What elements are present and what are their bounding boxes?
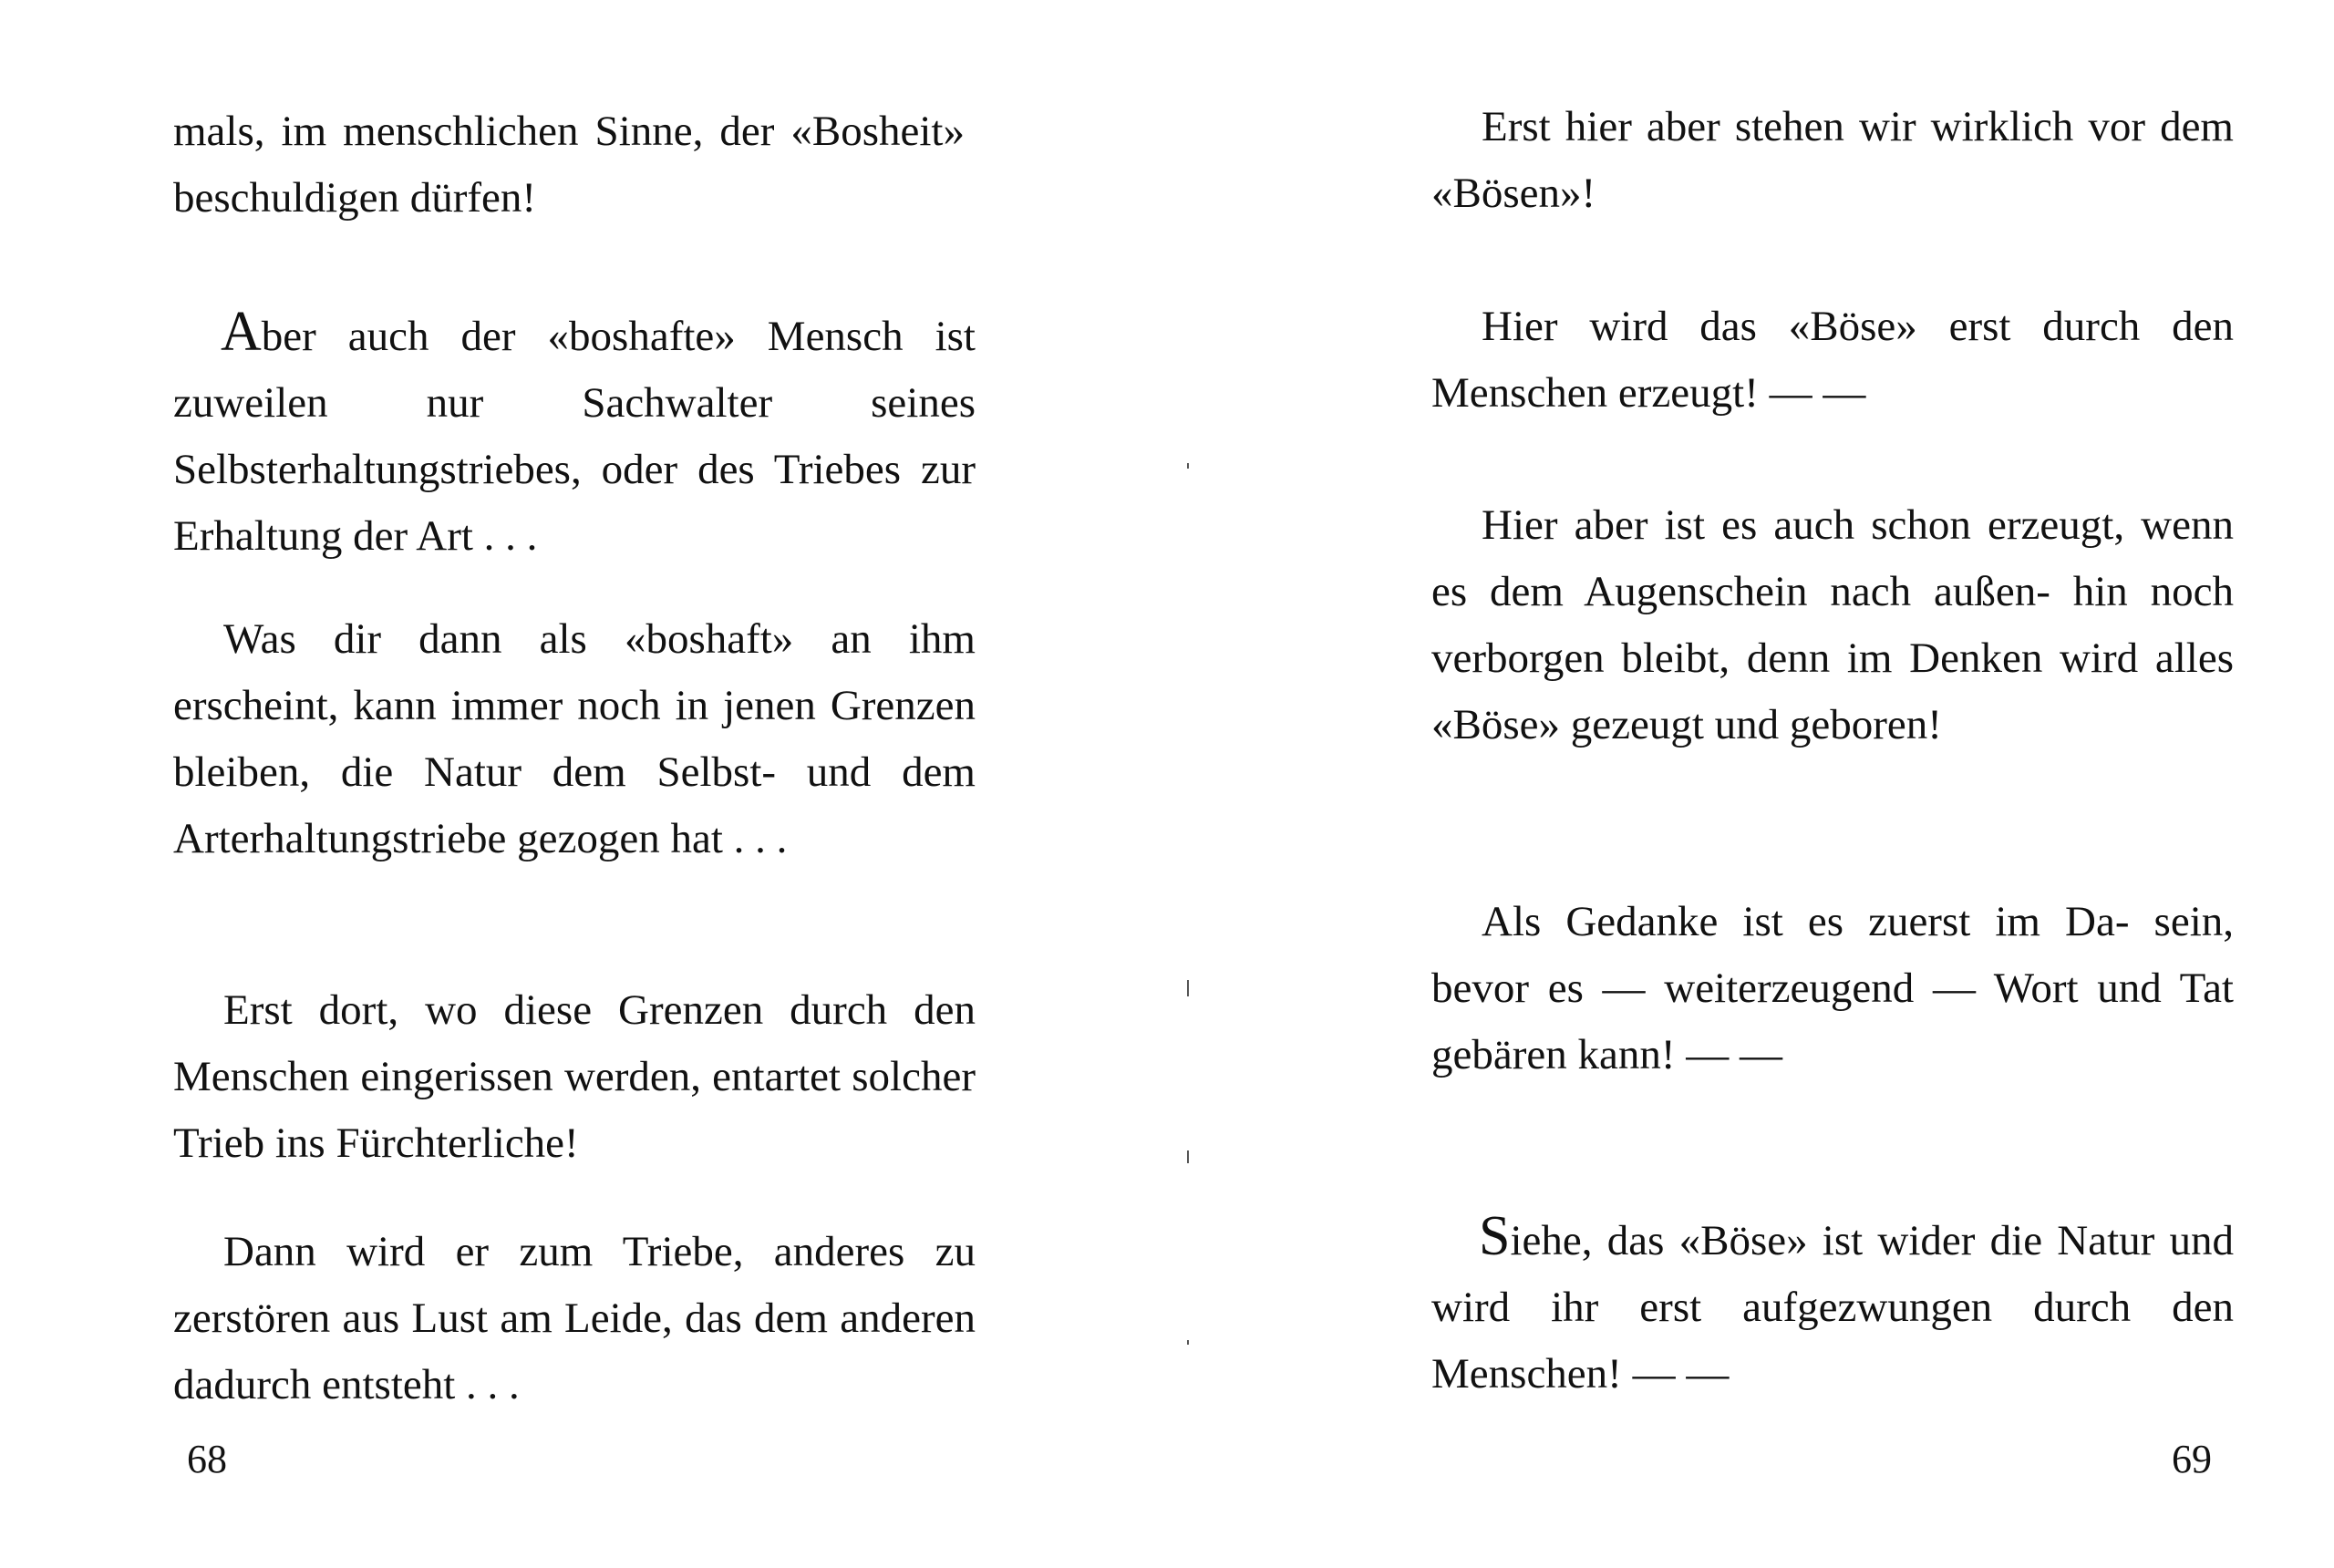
gutter-speck [1187,1340,1189,1345]
paragraph: Hier wird das «Böse» erst durch den Menschen erzeugt! — — [1431,303,2234,417]
gutter-speck [1187,463,1189,469]
initial-letter: A [221,301,262,363]
paragraph: Was dir dann als «boshaft» an ihm erscheint, kann immer noch in jenen Grenzen bleiben, die Natur dem Selbst- und dem Arterhaltungstriebe gezogen hat . . . [173,615,976,862]
paragraph: Aber auch der «boshafte» Mensch ist zuweilen nur Sachwalter seines Selbsterhaltungstriebes, oder des Triebes zur Erhaltung der Art . . . [173,301,976,560]
page-number: 68 [187,1437,227,1481]
paragraph: Siehe, das «Böse» ist wider die Natur und wird ihr erst aufgezwungen durch den Menschen! — — [1431,1205,2234,1398]
paragraph: Erst dort, wo diese Grenzen durch den Menschen eingerissen werden, entartet solcher Trieb ins Fürchterliche! [173,986,976,1167]
page-number: 69 [2172,1437,2212,1481]
right-page [1167,0,2334,1568]
paragraph: Dann wird er zum Triebe, anderes zu zerstören aus Lust am Leide, das dem anderen dadurch entsteht . . . [173,1228,976,1408]
paragraph: Als Gedanke ist es zuerst im Da- sein, bevor es — weiterzeugend — Wort und Tat gebären kann! — — [1431,898,2234,1078]
initial-letter: S [1479,1205,1511,1267]
paragraph: mals, im menschlichen Sinne, der «Bosheit» beschuldigen dürfen! [173,108,965,222]
paragraph: Hier aber ist es auch schon erzeugt, wenn es dem Augenschein nach außen- hin noch verborgen bleibt, denn im Denken wird alles «Böse» gezeugt und geboren! [1431,501,2234,748]
gutter-speck [1187,1150,1189,1163]
paragraph: Erst hier aber stehen wir wirklich vor dem «Bösen»! [1431,103,2234,217]
gutter-speck [1187,980,1189,996]
